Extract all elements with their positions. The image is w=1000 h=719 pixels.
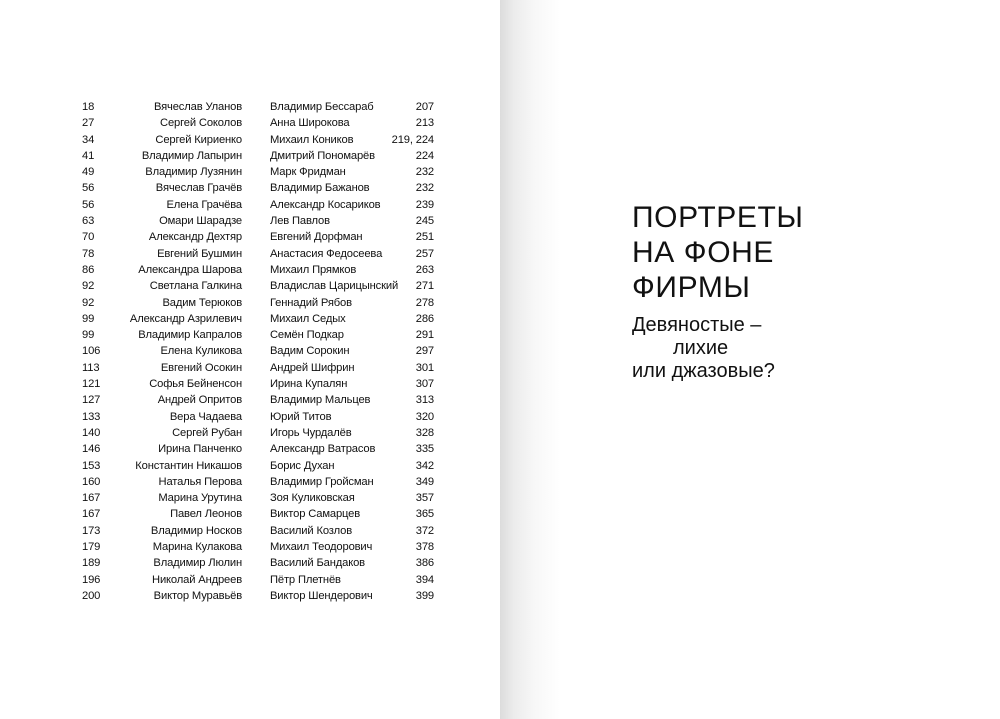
toc-author-name: Николай Андреев xyxy=(152,573,242,586)
toc-entry xyxy=(82,409,242,425)
toc-entry xyxy=(270,327,434,343)
toc-page-number: 92 xyxy=(82,296,95,309)
toc-author-name: Виктор Шендерович xyxy=(270,589,373,602)
toc-entry xyxy=(82,295,242,311)
toc-page-number: 18 xyxy=(82,101,95,113)
toc-page-number: 146 xyxy=(82,443,101,456)
toc-left-column xyxy=(82,99,242,604)
toc-author-name: Павел Леонов xyxy=(170,508,242,521)
toc-author-name: Сергей Рубан xyxy=(172,426,242,439)
toc-entry xyxy=(82,229,242,245)
toc-page-number: 106 xyxy=(82,345,101,358)
toc-entry xyxy=(82,115,242,131)
toc-author-name: Владимир Лапырин xyxy=(141,149,242,162)
toc-page-number: 34 xyxy=(82,133,95,146)
toc-entry xyxy=(82,213,242,229)
toc-page-number: 92 xyxy=(82,280,95,293)
toc-page-number: 133 xyxy=(82,410,101,423)
toc-author-name: Лев Павлов xyxy=(270,215,330,228)
toc-author-name: Евгений Осокин xyxy=(160,361,242,374)
toc-author-name: Игорь Чурдалёв xyxy=(270,426,352,439)
toc-entry xyxy=(82,588,242,604)
toc-author-name: Владимир Мальцев xyxy=(270,394,371,407)
toc-entry xyxy=(270,490,434,506)
toc-page-number: 378 xyxy=(415,541,434,554)
toc-entry xyxy=(270,409,434,425)
toc-entry xyxy=(270,148,434,164)
toc-page-number: 189 xyxy=(82,557,101,570)
toc-entry xyxy=(82,392,242,408)
toc-entry xyxy=(82,327,242,343)
toc-page-number: 173 xyxy=(82,524,101,537)
title-line: НА ФОНЕ xyxy=(632,236,775,269)
toc-page-number: 167 xyxy=(82,508,101,521)
toc-page-number: 307 xyxy=(415,378,434,391)
toc-author-name: Елена Грачёва xyxy=(166,198,242,211)
toc-page-number: 99 xyxy=(82,329,95,342)
toc-author-name: Вячеслав Уланов xyxy=(153,101,242,113)
toc-page-number: 140 xyxy=(82,426,101,439)
toc-page-number: 56 xyxy=(82,198,95,211)
title-line: ФИРМЫ xyxy=(632,271,751,304)
toc-page-number: 167 xyxy=(82,492,101,505)
toc-entry xyxy=(82,441,242,457)
toc-entry xyxy=(270,539,434,555)
toc-entry xyxy=(82,523,242,539)
toc-author-name: Василий Бандаков xyxy=(270,557,365,570)
toc-author-name: Борис Духан xyxy=(270,459,335,472)
toc-page-number: 86 xyxy=(82,263,95,276)
subtitle-line: или джазовые? xyxy=(632,360,775,382)
toc-page-number: 196 xyxy=(82,573,101,586)
toc-author-name: Евгений Дорфман xyxy=(270,231,363,244)
toc-page-number: 301 xyxy=(415,361,434,374)
toc-entry xyxy=(270,115,434,131)
toc-right-column xyxy=(270,99,434,604)
toc-page-number: 372 xyxy=(415,524,434,537)
toc-entry xyxy=(82,506,242,522)
toc-page-number: 245 xyxy=(415,215,434,228)
toc-page-number: 99 xyxy=(82,312,95,325)
book-title xyxy=(632,200,804,305)
toc-page-number: 263 xyxy=(415,263,434,276)
toc-author-name: Геннадий Рябов xyxy=(270,296,352,309)
toc-entry xyxy=(270,180,434,196)
toc-entry xyxy=(270,262,434,278)
toc-entry xyxy=(270,132,434,148)
toc-entry xyxy=(270,392,434,408)
toc-page-number: 232 xyxy=(415,182,434,195)
toc-author-name: Владимир Капралов xyxy=(138,329,242,342)
toc-page-number: 297 xyxy=(415,345,434,358)
toc-author-name: Владимир Гройсман xyxy=(270,475,374,488)
toc-entry xyxy=(270,311,434,327)
toc-author-name: Ирина Панченко xyxy=(158,443,242,456)
toc-page-number: 49 xyxy=(82,166,95,179)
toc-entry xyxy=(270,376,434,392)
toc-page-number: 27 xyxy=(82,117,95,130)
toc-author-name: Марина Урутина xyxy=(158,492,242,505)
toc-author-name: Вячеслав Грачёв xyxy=(155,182,242,195)
toc-entry xyxy=(270,229,434,245)
toc-author-name: Александр Ватрасов xyxy=(270,443,376,456)
toc-page-number: 320 xyxy=(415,410,434,423)
toc-page-number: 399 xyxy=(415,589,434,602)
toc-author-name: Виктор Самарцев xyxy=(270,508,361,521)
toc-page-number: 113 xyxy=(82,361,100,374)
toc-author-name: Владимир Люлин xyxy=(153,557,242,570)
toc-page-number: 342 xyxy=(415,459,434,472)
toc-author-name: Анастасия Федосеева xyxy=(270,247,383,260)
toc-page-number: 200 xyxy=(82,589,101,602)
toc-author-name: Дмитрий Пономарёв xyxy=(270,149,375,162)
toc-author-name: Евгений Бушмин xyxy=(157,247,242,260)
toc-author-name: Анна Широкова xyxy=(270,117,350,130)
toc-entry xyxy=(82,490,242,506)
toc-author-name: Михаил Прямков xyxy=(270,263,357,276)
toc-author-name: Владислав Царицынский xyxy=(270,280,399,293)
toc-page-number: 232 xyxy=(415,166,434,179)
toc-author-name: Владимир Бажанов xyxy=(270,182,370,195)
toc-entry xyxy=(270,295,434,311)
toc-page-number: 394 xyxy=(415,573,434,586)
book-subtitle xyxy=(632,314,775,383)
toc-author-name: Михаил Коников xyxy=(270,133,354,146)
toc-author-name: Андрей Шифрин xyxy=(270,361,355,374)
toc-entry xyxy=(82,180,242,196)
toc-entry xyxy=(270,441,434,457)
toc-page-number: 213 xyxy=(415,117,434,130)
toc-page-number: 357 xyxy=(415,492,434,505)
toc-page-number: 257 xyxy=(415,247,434,260)
toc-author-name: Пётр Плетнёв xyxy=(270,573,341,586)
toc-author-name: Андрей Опритов xyxy=(157,394,242,407)
toc-author-name: Сергей Кириенко xyxy=(155,133,242,146)
toc-entry xyxy=(82,164,242,180)
toc-page-number: 386 xyxy=(415,557,434,570)
toc-author-name: Юрий Титов xyxy=(270,410,332,423)
toc-page-number: 291 xyxy=(415,329,434,342)
toc-page-number: 63 xyxy=(82,215,95,228)
toc-author-name: Михаил Седых xyxy=(270,312,346,325)
toc-author-name: Вадим Терюков xyxy=(162,296,242,309)
toc-page-number: 286 xyxy=(415,312,434,325)
toc-page-number: 160 xyxy=(82,475,101,488)
toc-author-name: Александр Азрилевич xyxy=(129,312,242,325)
toc-page-number: 224 xyxy=(415,149,434,162)
toc-author-name: Сергей Соколов xyxy=(160,117,242,130)
toc-page-number: 153 xyxy=(82,459,101,472)
toc-page-number: 278 xyxy=(415,296,434,309)
toc-author-name: Зоя Куликовская xyxy=(270,492,355,505)
toc-entry xyxy=(270,246,434,262)
toc-author-name: Наталья Перова xyxy=(158,475,242,488)
toc-page-number: 349 xyxy=(415,475,434,488)
title-line: ПОРТРЕТЫ xyxy=(632,201,804,234)
toc-author-name: Василий Козлов xyxy=(270,524,352,537)
toc-entry xyxy=(82,555,242,571)
toc-entry xyxy=(270,588,434,604)
toc-page-number: 271 xyxy=(415,280,434,293)
toc-entry xyxy=(82,99,242,115)
toc-entry xyxy=(270,523,434,539)
toc-page-number: 56 xyxy=(82,182,95,195)
toc-author-name: Софья Бейненсон xyxy=(149,378,242,391)
toc-entry xyxy=(270,197,434,213)
subtitle-line: Девяностые – xyxy=(632,314,762,336)
toc-author-name: Владимир Бессараб xyxy=(270,101,374,113)
toc-entry xyxy=(82,278,242,294)
toc-entry xyxy=(82,132,242,148)
toc-author-name: Александра Шарова xyxy=(138,263,242,276)
toc-entry xyxy=(82,197,242,213)
toc-entry xyxy=(82,474,242,490)
toc-page-number: 121 xyxy=(82,378,101,391)
toc-entry xyxy=(270,343,434,359)
toc-page-number: 219, 224 xyxy=(391,133,434,146)
toc-page-number: 365 xyxy=(415,508,434,521)
toc-entry xyxy=(82,376,242,392)
toc-page-number: 239 xyxy=(415,198,434,211)
toc-author-name: Владимир Носков xyxy=(150,524,242,537)
toc-entry xyxy=(82,360,242,376)
toc-author-name: Елена Куликова xyxy=(160,345,242,358)
toc-author-name: Михаил Теодорович xyxy=(270,541,373,554)
toc-author-name: Константин Никашов xyxy=(135,459,242,472)
toc-entry xyxy=(270,164,434,180)
toc-author-name: Светлана Галкина xyxy=(149,280,242,293)
toc-author-name: Александр Косариков xyxy=(270,198,381,211)
toc-entry xyxy=(270,572,434,588)
toc-author-name: Вадим Сорокин xyxy=(270,345,350,358)
toc-entry xyxy=(82,311,242,327)
toc-page-number: 335 xyxy=(415,443,434,456)
toc-author-name: Владимир Лузянин xyxy=(145,166,242,179)
toc-page-number: 207 xyxy=(415,101,434,113)
toc-entry xyxy=(82,539,242,555)
toc-entry xyxy=(82,262,242,278)
toc-page-number: 41 xyxy=(82,149,95,162)
toc-page-number: 313 xyxy=(415,394,434,407)
toc-entry xyxy=(270,506,434,522)
toc-page-number: 251 xyxy=(415,231,434,244)
toc-entry xyxy=(82,458,242,474)
toc-entry xyxy=(270,555,434,571)
toc-author-name: Омари Шарадзе xyxy=(159,215,242,228)
toc-entry xyxy=(270,213,434,229)
toc-page-number: 328 xyxy=(415,426,434,439)
toc-page-number: 70 xyxy=(82,231,95,244)
toc-entry xyxy=(82,148,242,164)
toc-author-name: Марк Фридман xyxy=(270,166,346,179)
toc-entry xyxy=(82,425,242,441)
toc-entry xyxy=(270,425,434,441)
toc-author-name: Ирина Купалян xyxy=(270,378,348,391)
toc-author-name: Виктор Муравьёв xyxy=(153,589,242,602)
toc-entry xyxy=(270,458,434,474)
toc-entry xyxy=(270,474,434,490)
toc-entry xyxy=(82,246,242,262)
toc-entry xyxy=(270,99,434,115)
subtitle-line: лихие xyxy=(673,337,729,359)
toc-entry xyxy=(82,572,242,588)
toc-page-number: 127 xyxy=(82,394,101,407)
toc-entry xyxy=(82,343,242,359)
toc-page-number: 179 xyxy=(82,541,101,554)
toc-entry xyxy=(270,278,434,294)
toc-author-name: Семён Подкар xyxy=(270,329,344,342)
toc-author-name: Вера Чадаева xyxy=(169,410,242,423)
toc-entry xyxy=(270,360,434,376)
toc-author-name: Александр Дехтяр xyxy=(148,231,242,244)
toc-page-number: 78 xyxy=(82,247,95,260)
toc-author-name: Марина Кулакова xyxy=(152,541,242,554)
